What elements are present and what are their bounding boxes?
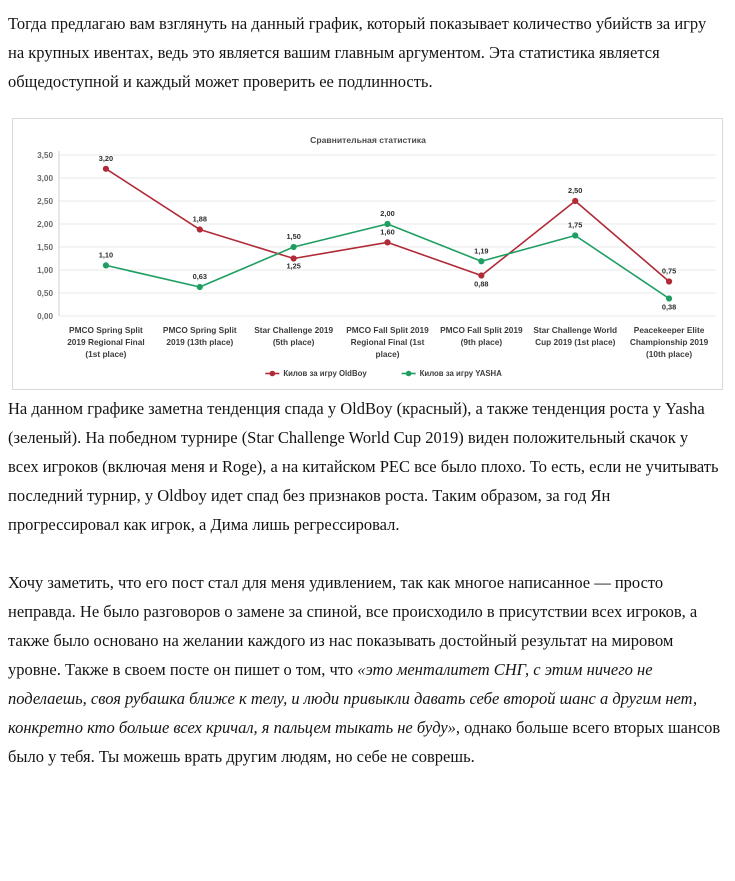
svg-text:(5th place): (5th place) xyxy=(272,337,315,347)
svg-text:2019 Regional Final: 2019 Regional Final xyxy=(67,337,145,347)
legend-label: Килов за игру YASHA xyxy=(419,369,502,378)
chart-svg xyxy=(13,119,724,391)
svg-text:place): place) xyxy=(375,349,400,359)
legend-marker xyxy=(270,371,276,377)
svg-text:Championship 2019: Championship 2019 xyxy=(629,337,709,347)
chart-canvas xyxy=(13,119,724,391)
x-category-label xyxy=(254,325,333,347)
data-point-marker xyxy=(291,244,297,250)
svg-text:Peacekeeper Elite: Peacekeeper Elite xyxy=(633,325,705,335)
data-point-marker xyxy=(666,295,672,301)
data-point-marker xyxy=(197,226,203,232)
data-point-marker xyxy=(572,198,578,204)
y-tick-label: 2,50 xyxy=(37,197,53,206)
data-point-label: 1,88 xyxy=(192,214,207,224)
data-point-marker xyxy=(384,239,390,245)
y-tick-label: 2,00 xyxy=(37,220,53,229)
data-point-label: 1,10 xyxy=(98,250,114,260)
svg-text:(10th place): (10th place) xyxy=(646,349,693,359)
data-point-marker xyxy=(103,262,109,268)
y-tick-label: 3,50 xyxy=(37,151,53,160)
data-point-marker xyxy=(384,221,390,227)
data-point-marker xyxy=(478,258,484,264)
svg-text:Star Challenge 2019: Star Challenge 2019 xyxy=(254,325,334,335)
legend-label: Килов за игру OldBoy xyxy=(283,369,367,378)
data-point-marker xyxy=(666,278,672,284)
svg-text:PMCO Fall Split 2019: PMCO Fall Split 2019 xyxy=(440,325,523,335)
chart-data-labels xyxy=(99,154,677,312)
analysis-paragraph: На данном графике заметна тенденция спада у OldBoy (красный), а также тенденция роста у Yasha (зеленый). На победном турнире (Star Challenge World Cup 2019) виден положительный скачок у всех игроков (включая меня и Roge), а на китайском PEC все было плохо. То есть, если не учитывать последний турнир, у Oldboy идет спад без признаков роста. Таким образом, за год Ян прогрессировал как игрок, а Дима лишь регрессировал. xyxy=(8,399,719,534)
data-point-label: 0,38 xyxy=(661,302,677,312)
y-tick-label: 0,00 xyxy=(37,312,53,321)
svg-text:PMCO Spring Split: PMCO Spring Split xyxy=(162,325,237,335)
data-point-label: 1,25 xyxy=(286,261,301,271)
data-point-label: 0,88 xyxy=(474,279,489,289)
y-tick-label: 3,00 xyxy=(37,174,53,183)
data-point-marker xyxy=(572,232,578,238)
chart-y-axis-ticks xyxy=(37,151,53,321)
svg-text:Star Challenge World: Star Challenge World xyxy=(533,325,618,335)
comparative-statistics-chart xyxy=(12,118,723,390)
data-point-marker xyxy=(197,284,203,290)
svg-text:2019 (13th place): 2019 (13th place) xyxy=(166,337,234,347)
legend-item-oldboy xyxy=(265,369,367,378)
svg-text:Regional Final (1st: Regional Final (1st xyxy=(350,337,425,347)
legend-marker xyxy=(406,371,412,377)
closing-text-part-2: , однако больше всего вторых шансов было у тебя. Ты можешь врать другим людям, но себе не соврешь. xyxy=(8,718,721,766)
svg-text:Cup 2019 (1st place): Cup 2019 (1st place) xyxy=(535,337,616,347)
data-point-marker xyxy=(103,166,109,172)
chart-legend xyxy=(265,369,502,378)
data-point-label: 0,75 xyxy=(661,266,677,276)
data-point-label: 1,19 xyxy=(474,246,489,256)
svg-text:(9th place): (9th place) xyxy=(460,337,503,347)
x-category-label xyxy=(163,325,237,347)
closing-text-part-1: Хочу заметить, что его пост стал для меня удивлением, так как многое написанное — просто неправда. Не было разговоров о замене за спиной, все происходило в присутствии всех игроков, а также было основано на желании каждого из нас показывать достойный результат на мировом уровне. Также в своем посте он пишет о том, что xyxy=(8,573,698,679)
chart-x-axis-categories xyxy=(67,325,708,359)
x-category-label xyxy=(346,325,429,359)
data-point-label: 0,63 xyxy=(192,272,207,282)
x-category-label xyxy=(533,325,617,347)
data-point-label: 3,20 xyxy=(98,153,114,163)
data-point-label: 2,00 xyxy=(380,209,395,218)
svg-text:PMCO Spring Split: PMCO Spring Split xyxy=(69,325,143,335)
closing-paragraph xyxy=(0,539,735,771)
y-tick-label: 1,00 xyxy=(37,266,53,275)
closing-quote: «это менталитет СНГ, с этим ничего не поделаешь, своя рубашка ближе к телу, и люди привыкли давать себе второй шанс а другим нет, конкретно кто больше всех кричал, я пальцем тыкать не буду» xyxy=(8,660,698,737)
svg-text:(1st place): (1st place) xyxy=(85,349,127,359)
y-tick-label: 0,50 xyxy=(37,289,53,298)
x-category-label xyxy=(630,325,709,359)
data-point-marker xyxy=(478,272,484,278)
data-point-label: 1,75 xyxy=(568,220,583,230)
chart-title: Сравнительная статистика xyxy=(310,135,426,145)
intro-paragraph: Тогда предлагаю вам взглянуть на данный график, который показывает количество убийств за игру на крупных ивентах, ведь это является вашим главным аргументом. Эта статистика является общедоступной и каждый может проверить ее подлинность. xyxy=(8,14,707,91)
data-point-label: 1,50 xyxy=(286,232,301,241)
data-point-label: 2,50 xyxy=(568,186,583,195)
x-category-label xyxy=(440,325,523,347)
legend-item-yasha xyxy=(402,369,503,378)
y-tick-label: 1,50 xyxy=(37,243,53,252)
data-point-label: 1,60 xyxy=(380,227,395,237)
svg-text:PMCO Fall Split 2019: PMCO Fall Split 2019 xyxy=(346,325,429,335)
x-category-label xyxy=(67,325,144,359)
